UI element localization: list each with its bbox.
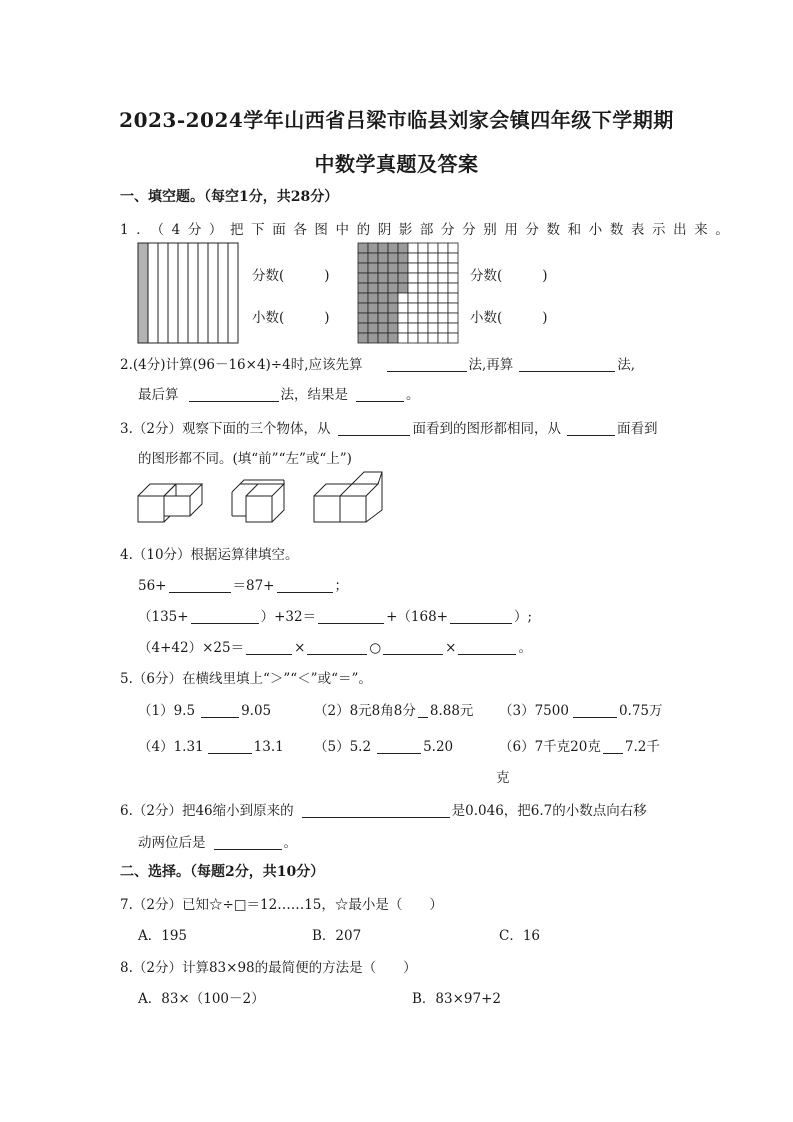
question-3-line-1: 3.（2分）观察下面的三个物体，从 面看到的图形都相同，从 面看到 xyxy=(120,421,658,437)
q5-item-3: （3）7500 0.75万 xyxy=(499,703,663,719)
blank[interactable] xyxy=(377,739,421,754)
blank[interactable] xyxy=(191,609,259,624)
q7-option-c[interactable]: C．16 xyxy=(499,928,541,944)
q8-option-a[interactable]: A．83×（100－2） xyxy=(138,991,265,1007)
grid-cell-shaded xyxy=(358,323,368,333)
q1-fig1-decimal: 小数( ) xyxy=(252,310,330,326)
grid-cell-shaded xyxy=(398,263,408,273)
grid-cell-shaded xyxy=(368,253,378,263)
blank[interactable] xyxy=(387,357,467,372)
grid-cell-shaded xyxy=(368,293,378,303)
grid-cell-shaded xyxy=(398,283,408,293)
grid-cell xyxy=(408,243,418,253)
grid-cell xyxy=(448,333,458,343)
grid-cell xyxy=(428,273,438,283)
grid-cell xyxy=(408,333,418,343)
blank[interactable] xyxy=(214,835,282,850)
grid-cell xyxy=(438,273,448,283)
blank[interactable] xyxy=(418,703,428,718)
grid-cell xyxy=(438,323,448,333)
grid-cell-shaded xyxy=(358,273,368,283)
q5-item-4: （4）1.31 13.1 xyxy=(138,739,284,755)
grid-cell-shaded xyxy=(368,283,378,293)
grid-cell-shaded xyxy=(378,323,388,333)
grid-cell xyxy=(398,293,408,303)
blank[interactable] xyxy=(318,609,384,624)
grid-cell xyxy=(428,253,438,263)
strip xyxy=(228,243,238,343)
strip-shaded xyxy=(138,243,148,343)
q5-item-6-wrap: 克 xyxy=(496,770,510,786)
grid-cell-shaded xyxy=(358,243,368,253)
grid-cell xyxy=(408,253,418,263)
grid-cell-shaded xyxy=(368,303,378,313)
strip xyxy=(188,243,198,343)
grid-cell xyxy=(408,263,418,273)
grid-cell xyxy=(418,293,428,303)
q1-fig2-fraction: 分数( ) xyxy=(470,268,548,284)
grid-cell-shaded xyxy=(378,313,388,323)
grid-cell xyxy=(438,293,448,303)
grid-cell xyxy=(438,333,448,343)
grid-cell xyxy=(438,243,448,253)
grid-cell-shaded xyxy=(368,243,378,253)
blank[interactable] xyxy=(189,387,279,402)
grid-cell-shaded xyxy=(358,263,368,273)
blank[interactable] xyxy=(567,421,615,436)
grid-cell-shaded xyxy=(388,293,398,303)
figure-strips xyxy=(138,243,238,343)
grid-cell-shaded xyxy=(378,243,388,253)
grid-cell-shaded xyxy=(398,243,408,253)
grid-cell xyxy=(448,293,458,303)
grid-cell-shaded xyxy=(398,253,408,263)
grid-cell-shaded xyxy=(398,273,408,283)
question-5: 5.（6分）在横线里填上“＞”“＜”或“＝”。 xyxy=(120,671,372,687)
grid-cell xyxy=(408,283,418,293)
blank[interactable] xyxy=(356,387,404,402)
grid-cell xyxy=(438,253,448,263)
question-6-line-1: 6.（2分）把46缩小到原来的 是0.046，把6.7的小数点向右移 xyxy=(120,803,647,819)
grid-cell-shaded xyxy=(378,293,388,303)
grid-cell xyxy=(408,293,418,303)
grid-cell xyxy=(428,303,438,313)
question-4: 4.（10分）根据运算律填空。 xyxy=(120,547,299,563)
grid-cell-shaded xyxy=(368,273,378,283)
q1-fig1-fraction: 分数( ) xyxy=(252,268,330,284)
grid-cell xyxy=(448,273,458,283)
blank[interactable] xyxy=(573,703,617,718)
strip xyxy=(178,243,188,343)
grid-cell xyxy=(398,303,408,313)
grid-cell xyxy=(428,263,438,273)
strip xyxy=(148,243,158,343)
grid-cell xyxy=(418,313,428,323)
question-2-line-1: 2.(4分)计算(96－16×4)÷4时,应该先算 法,再算 法, xyxy=(120,357,636,373)
grid-cell xyxy=(418,333,428,343)
question-4-line-3: （4+42）×25＝ × ○ × 。 xyxy=(138,640,532,656)
grid-cell-shaded xyxy=(368,313,378,323)
blank[interactable] xyxy=(246,640,292,655)
blank[interactable] xyxy=(458,640,516,655)
grid-cell-shaded xyxy=(358,253,368,263)
grid-cell-shaded xyxy=(388,263,398,273)
q8-option-b[interactable]: B．83×97+2 xyxy=(412,991,501,1007)
grid-cell xyxy=(438,313,448,323)
blank[interactable] xyxy=(201,703,239,718)
grid-cell xyxy=(428,323,438,333)
grid-cell-shaded xyxy=(368,263,378,273)
grid-cell xyxy=(418,303,428,313)
grid-cell xyxy=(448,243,458,253)
title-line-1: 2023-2024学年山西省吕梁市临县刘家会镇四年级下学期期 xyxy=(119,108,674,132)
question-3-line-2: 的图形都不同。(填“前”“左”或“上”) xyxy=(138,451,352,467)
q5-item-5: （5）5.2 5.20 xyxy=(314,739,454,755)
grid-cell xyxy=(418,243,428,253)
blank[interactable] xyxy=(450,609,512,624)
grid-cell-shaded xyxy=(388,303,398,313)
grid-cell-shaded xyxy=(358,313,368,323)
grid-cell-shaded xyxy=(378,273,388,283)
section-1-heading: 一、填空题。（每空1分，共28分） xyxy=(120,189,339,205)
blank[interactable] xyxy=(603,739,623,754)
grid-cell xyxy=(408,323,418,333)
q5-item-1: （1）9.5 9.05 xyxy=(138,703,272,719)
q7-option-a[interactable]: A．195 xyxy=(138,928,188,944)
grid-cell xyxy=(418,253,428,263)
blank[interactable] xyxy=(307,640,367,655)
strip xyxy=(168,243,178,343)
grid-cell xyxy=(398,323,408,333)
question-1: 1．（4分）把下面各图中的阴影部分分别用分数和小数表示出来。 xyxy=(120,222,737,238)
blank[interactable] xyxy=(169,578,231,593)
grid-cell xyxy=(428,333,438,343)
q5-item-2: （2）8元8角8分 8.88元 xyxy=(314,703,474,719)
question-8: 8.（2分）计算83×98的最简便的方法是（ ） xyxy=(120,960,417,976)
figure-grid xyxy=(358,243,458,343)
grid-cell-shaded xyxy=(388,283,398,293)
grid-cell xyxy=(448,313,458,323)
blank[interactable] xyxy=(383,640,443,655)
grid-cell xyxy=(418,323,428,333)
strip xyxy=(218,243,228,343)
question-4-line-2: （135+ ）+32＝ +（168+ ）; xyxy=(138,609,533,625)
grid-cell xyxy=(428,283,438,293)
grid-cell-shaded xyxy=(378,263,388,273)
q7-option-b[interactable]: B．207 xyxy=(312,928,362,944)
title-line-2: 中数学真题及答案 xyxy=(314,152,479,176)
question-2-line-2: 最后算 法，结果是 。 xyxy=(138,387,420,403)
grid-cell xyxy=(448,303,458,313)
grid-cell-shaded xyxy=(358,303,368,313)
grid-cell xyxy=(438,303,448,313)
grid-cell xyxy=(448,263,458,273)
grid-cell-shaded xyxy=(388,323,398,333)
grid-cell-shaded xyxy=(378,283,388,293)
grid-cell xyxy=(398,333,408,343)
grid-cell xyxy=(448,283,458,293)
question-4-line-1: 56+ ＝87+ ； xyxy=(138,578,348,594)
q5-item-6: （6）7千克20克 7.2千 xyxy=(499,739,660,755)
strip xyxy=(198,243,208,343)
blank[interactable] xyxy=(277,578,333,593)
grid-cell-shaded xyxy=(388,253,398,263)
grid-cell xyxy=(428,243,438,253)
grid-cell xyxy=(448,253,458,263)
grid-cell-shaded xyxy=(378,253,388,263)
grid-cell-shaded xyxy=(378,333,388,343)
strip xyxy=(208,243,218,343)
grid-cell xyxy=(428,313,438,323)
grid-cell xyxy=(418,263,428,273)
grid-cell-shaded xyxy=(378,303,388,313)
grid-cell xyxy=(418,273,428,283)
grid-cell xyxy=(418,283,428,293)
grid-cell-shaded xyxy=(388,243,398,253)
grid-cell-shaded xyxy=(388,333,398,343)
grid-cell xyxy=(448,323,458,333)
grid-cell xyxy=(438,263,448,273)
blank[interactable] xyxy=(302,803,450,818)
grid-cell-shaded xyxy=(358,293,368,303)
blank[interactable] xyxy=(338,421,410,436)
grid-cell-shaded xyxy=(358,333,368,343)
q1-fig2-decimal: 小数( ) xyxy=(470,310,548,326)
blank[interactable] xyxy=(208,739,252,754)
section-2-heading: 二、选择。（每题2分，共10分） xyxy=(120,864,325,880)
grid-cell xyxy=(408,313,418,323)
grid-cell-shaded xyxy=(368,333,378,343)
strip xyxy=(158,243,168,343)
question-7: 7.（2分）已知☆÷□＝12……15，☆最小是（ ） xyxy=(120,897,443,913)
grid-cell xyxy=(428,293,438,303)
cube-figures xyxy=(130,476,390,528)
grid-cell-shaded xyxy=(368,323,378,333)
grid-cell xyxy=(408,273,418,283)
grid-cell-shaded xyxy=(358,283,368,293)
grid-cell xyxy=(398,313,408,323)
blank[interactable] xyxy=(519,357,615,372)
grid-cell-shaded xyxy=(388,313,398,323)
grid-cell xyxy=(438,283,448,293)
question-6-line-2: 动两位后是 。 xyxy=(138,835,297,851)
grid-cell-shaded xyxy=(388,273,398,283)
grid-cell xyxy=(408,303,418,313)
